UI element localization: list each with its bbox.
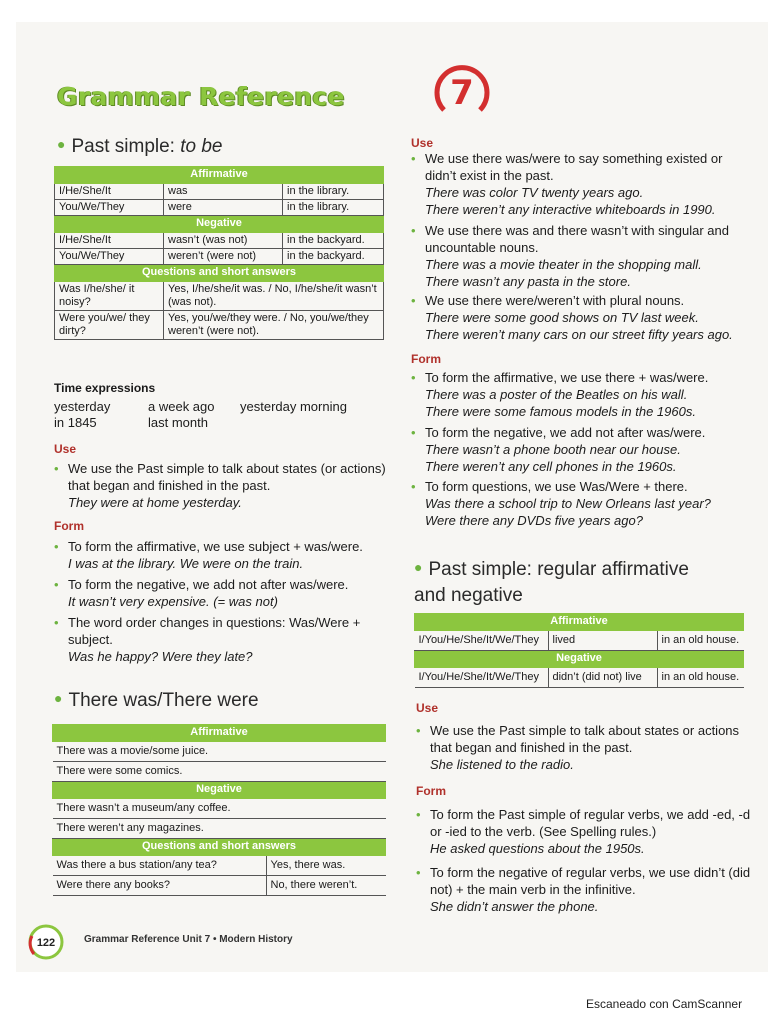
- section-title-past-simple-regular: ● Past simple: regular affirmative and negative: [414, 559, 689, 606]
- form-bullet: • To form the affirmative, we use there + was/were. There was a poster of the Beatles on his wall. There were some famous models in the 1960s.: [411, 369, 755, 420]
- table-there-was: [52, 724, 386, 896]
- table-row: You/We/They were in the library.: [55, 200, 384, 216]
- table-header-negative: Negative: [55, 216, 384, 233]
- use-bullet: • We use there were/weren’t with plural nouns. There were some good shows on TV last week. There weren’t many cars on our street fifty years ago.: [411, 292, 755, 343]
- table-to-be: [54, 166, 384, 340]
- table-header-questions: Questions and short answers: [53, 839, 386, 856]
- unit-number-badge: [432, 62, 492, 122]
- table-row: I/He/She/It was in the library.: [55, 184, 384, 200]
- table-header-affirmative: Affirmative: [415, 614, 744, 631]
- table-row: I/You/He/She/It/We/They lived in an old house.: [415, 631, 744, 651]
- table-regular-verbs: [414, 613, 744, 688]
- svg-text:122: 122: [36, 937, 56, 949]
- use-label: Use: [411, 136, 434, 150]
- table-row: Was there a bus station/any tea? Yes, there was.: [53, 856, 386, 876]
- table-row: Were you/we/ they dirty? Yes, you/we/they were. / No, you/we/they weren’t (were not).: [55, 311, 384, 340]
- form-bullet: • To form the negative, we add not after was/were. There wasn’t a phone booth near our house. There weren’t any cell phones in the 1960s.: [411, 424, 755, 475]
- table-header-affirmative: Affirmative: [53, 725, 386, 742]
- table-header-affirmative: Affirmative: [55, 167, 384, 184]
- section-title-past-simple-to-be: ● Past simple: to be: [57, 136, 223, 157]
- form-bullet: • To form questions, we use Was/Were + there. Was there a school trip to New Orleans last year? Were there any DVDs five years ago?: [411, 478, 755, 529]
- form-label: Form: [416, 784, 446, 798]
- time-expression: a week ago: [148, 399, 215, 414]
- form-label: Form: [54, 519, 84, 533]
- table-row: There was a movie/some juice.: [53, 742, 386, 762]
- table-row: You/We/They weren’t (were not) in the backyard.: [55, 249, 384, 265]
- table-row: I/He/She/It wasn’t (was not) in the backyard.: [55, 233, 384, 249]
- table-header-negative: Negative: [415, 651, 744, 668]
- table-header-questions: Questions and short answers: [55, 265, 384, 282]
- table-row: Was I/he/she/ it noisy? Yes, I/he/she/it was. / No, I/he/she/it wasn’t (was not).: [55, 282, 384, 311]
- form-bullet: • To form the negative of regular verbs, we use didn’t (did not) + the main verb in the infinitive. She didn’t answer the phone.: [416, 864, 760, 915]
- use-label: Use: [416, 701, 439, 715]
- scanner-watermark: Escaneado con CamScanner: [586, 997, 743, 1011]
- time-expression: last month: [148, 415, 208, 430]
- svg-text:7: 7: [450, 73, 474, 113]
- time-expression: yesterday morning: [240, 399, 347, 414]
- table-row: Were there any books? No, there weren’t.: [53, 876, 386, 896]
- form-bullet: • To form the affirmative, we use subject + was/were. I was at the library. We were on the train.: [54, 538, 398, 572]
- use-bullet: • We use the Past simple to talk about states or actions that began and finished in the past. She listened to the radio.: [416, 722, 750, 773]
- page-number-badge: [28, 924, 64, 960]
- table-row: There weren’t any magazines.: [53, 819, 386, 839]
- time-expression: in 1845: [54, 415, 97, 430]
- use-label: Use: [54, 442, 77, 456]
- table-row: There were some comics.: [53, 762, 386, 782]
- time-expressions-label: Time expressions: [54, 381, 156, 395]
- footer-text: Grammar Reference Unit 7 • Modern History: [84, 934, 293, 945]
- form-bullet: • To form the Past simple of regular verbs, we add -ed, -d or -ied to the verb. (See Spelling rules.) He asked questions about the 1950s.: [416, 806, 760, 857]
- use-bullet: • We use there was and there wasn’t with singular and uncountable nouns. There was a movie theater in the shopping mall. There wasn’t any pasta in the store.: [411, 222, 755, 290]
- table-row: I/You/He/She/It/We/They didn’t (did not) live in an old house.: [415, 668, 744, 688]
- section-title-there-was: ● There was/There were: [54, 690, 259, 711]
- use-bullet: • We use the Past simple to talk about states (or actions) that began and finished in the past. They were at home yesterday.: [54, 460, 388, 511]
- form-bullet: • The word order changes in questions: Was/Were + subject. Was he happy? Were they late?: [54, 614, 398, 665]
- time-expression: yesterday: [54, 399, 111, 414]
- form-bullet: • To form the negative, we add not after was/were. It wasn’t very expensive. (= was not): [54, 576, 398, 610]
- form-label: Form: [411, 352, 441, 366]
- table-row: There wasn’t a museum/any coffee.: [53, 799, 386, 819]
- use-bullet: • We use there was/were to say something existed or didn’t exist in the past. There was color TV twenty years ago. There weren’t any interactive whiteboards in 1990.: [411, 150, 755, 218]
- table-header-negative: Negative: [53, 782, 386, 799]
- page-title: Grammar Reference: [57, 82, 345, 111]
